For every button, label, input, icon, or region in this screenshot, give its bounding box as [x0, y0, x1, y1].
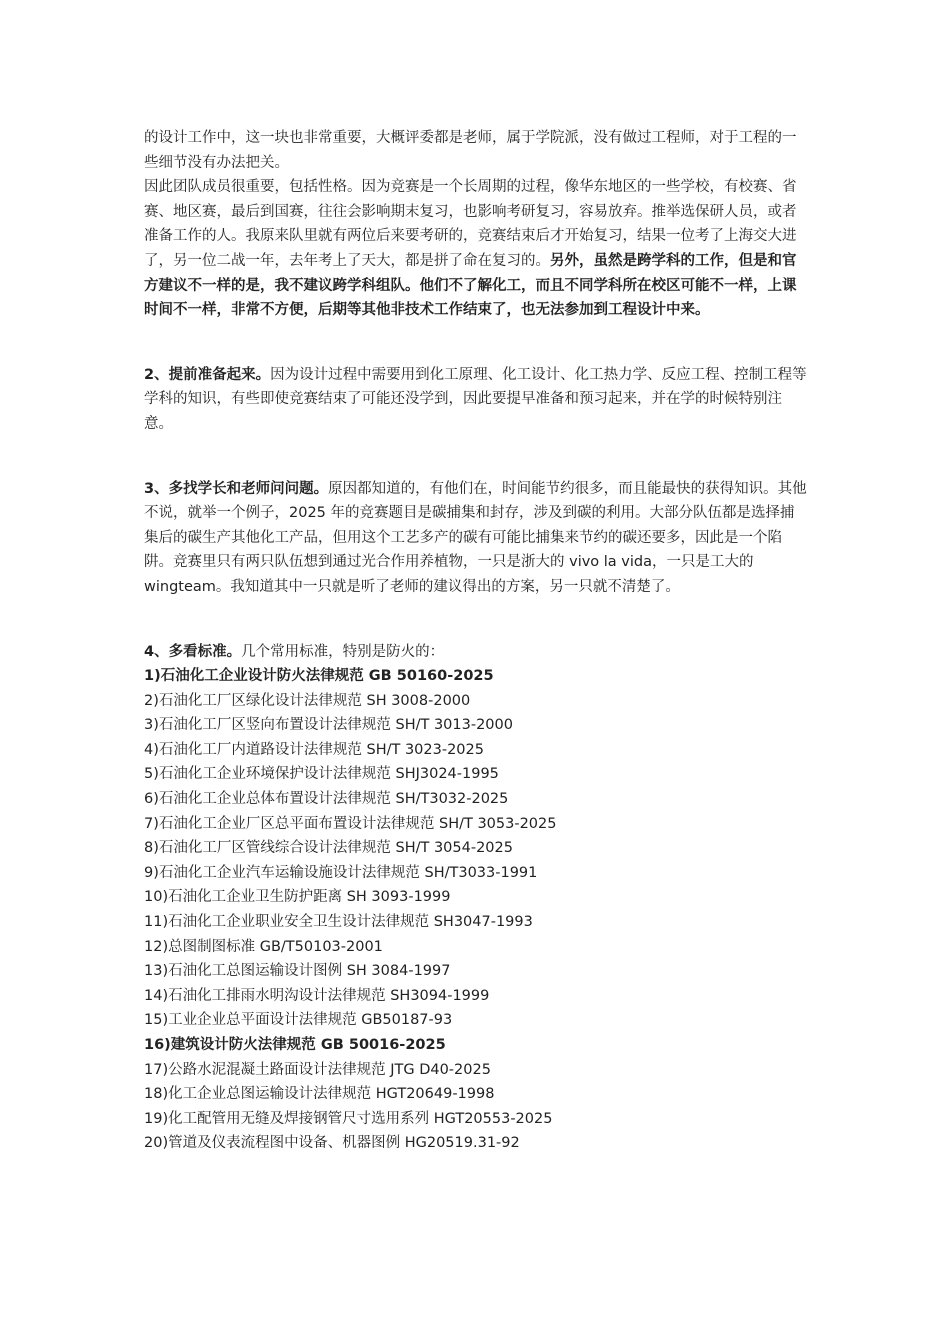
- section-4-intro: [144, 640, 808, 665]
- standard-item: 5)石油化工企业环境保护设计法律规范 SHJ3024-1995: [144, 766, 499, 783]
- section-2-heading: 2、提前准备起来。: [144, 366, 271, 383]
- intro-paragraph-2-text: 因此团队成员很重要，包括性格。因为竞赛是一个长周期的过程，像华东地区的一些学校，有校赛、省赛、地区赛，最后到国赛，往往会影响期末复习，也影响考研复习，容易放弃。推举选保研人员，或者准备工作的人。我原来队里就有两位后来要考研的，竞赛结束后才开始复习，结果一位考了上海交大进了，另一位二战一年，去年考上了天大，都是拼了命在复习的。: [144, 179, 797, 269]
- standard-item: 14)石油化工排雨水明沟设计法律规范 SH3094-1999: [144, 987, 490, 1004]
- standard-item: 6)石油化工企业总体布置设计法律规范 SH/T3032-2025: [144, 791, 509, 808]
- standard-item: 8)石油化工厂区管线综合设计法律规范 SH/T 3054-2025: [144, 840, 513, 857]
- section-2-text: 因为设计过程中需要用到化工原理、化工设计、化工热力学、反应工程、控制工程等学科的知识，有些即使竞赛结束了可能还没学到，因此要提早准备和预习起来，并在学的时候特别注意。: [144, 366, 807, 432]
- section-4-intro-text: 几个常用标准，特别是防火的：: [241, 643, 445, 660]
- section-3-text: 原因都知道的，有他们在，时间能节约很多，而且能最快的获得知识。其他不说，就举一个例子，2025 年的竞赛题目是碳捕集和封存，涉及到碳的利用。大部分队伍都是选择捕集后的碳生产其他化工产品，但用这个工艺多产的碳有可能比捕集来节约的碳还要多，因此是一个陷阱。竞赛里只有两只队伍想到通过光合作用养植物，一只是浙大的 vivo la vida，一只是工大的 wingteam。我知道其中一只就是听了老师的建议得出的方案，另一只就不清楚了。: [144, 480, 807, 595]
- standard-item: 4)石油化工厂内道路设计法律规范 SH/T 3023-2025: [144, 741, 484, 758]
- spacer: [144, 437, 808, 477]
- standard-item: 10)石油化工企业卫生防护距离 SH 3093-1999: [144, 889, 451, 906]
- section-3-heading: 3、多找学长和老师问问题。: [144, 480, 329, 497]
- spacer: [144, 323, 808, 363]
- standard-item: 11)石油化工企业职业安全卫生设计法律规范 SH3047-1993: [144, 914, 533, 931]
- intro-paragraph-2: [144, 175, 808, 323]
- standard-item: 19)化工配管用无缝及焊接钢管尺寸选用系列 HGT20553-2025: [144, 1110, 553, 1127]
- standard-item: 1)石油化工企业设计防火法律规范 GB 50160-2025: [144, 668, 494, 685]
- section-3-paragraph: [144, 477, 808, 600]
- spacer: [144, 600, 808, 640]
- standard-item: 7)石油化工企业厂区总平面布置设计法律规范 SH/T 3053-2025: [144, 815, 557, 832]
- standard-item: 9)石油化工企业汽车运输设施设计法律规范 SH/T3033-1991: [144, 864, 538, 881]
- standard-item: 16)建筑设计防火法律规范 GB 50016-2025: [144, 1037, 446, 1053]
- standard-item: 2)石油化工厂区绿化设计法律规范 SH 3008-2000: [144, 692, 471, 709]
- intro-paragraph-2-emphasis: 另外，虽然是跨学科的工作，但是和官方建议不一样的是，我不建议跨学科组队。他们不了解化工，而且不同学科所在校区可能不一样，上课时间不一样，非常不方便，后期等其他非技术工作结束了，也无法参加到工程设计中来。: [144, 252, 797, 319]
- standard-item: 15)工业企业总平面设计法律规范 GB50187-93: [144, 1012, 453, 1029]
- intro-paragraph-1: 的设计工作中，这一块也非常重要，大概评委都是老师，属于学院派，没有做过工程师，对于工程的一些细节没有办法把关。: [144, 130, 797, 171]
- standard-item: 12)总图制图标准 GB/T50103-2001: [144, 938, 383, 955]
- section-4-heading: 4、多看标准。: [144, 643, 242, 660]
- document-page: [144, 126, 808, 1156]
- standard-item: 20)管道及仪表流程图中设备、机器图例 HG20519.31-92: [144, 1135, 520, 1152]
- standards-list: [144, 664, 808, 1156]
- standard-item: 13)石油化工总图运输设计图例 SH 3084-1997: [144, 963, 451, 980]
- section-2-paragraph: [144, 363, 808, 437]
- standard-item: 3)石油化工厂区竖向布置设计法律规范 SH/T 3013-2000: [144, 717, 513, 734]
- standard-item: 18)化工企业总图运输设计法律规范 HGT20649-1998: [144, 1086, 495, 1103]
- standard-item: 17)公路水泥混凝土路面设计法律规范 JTG D40-2025: [144, 1061, 491, 1078]
